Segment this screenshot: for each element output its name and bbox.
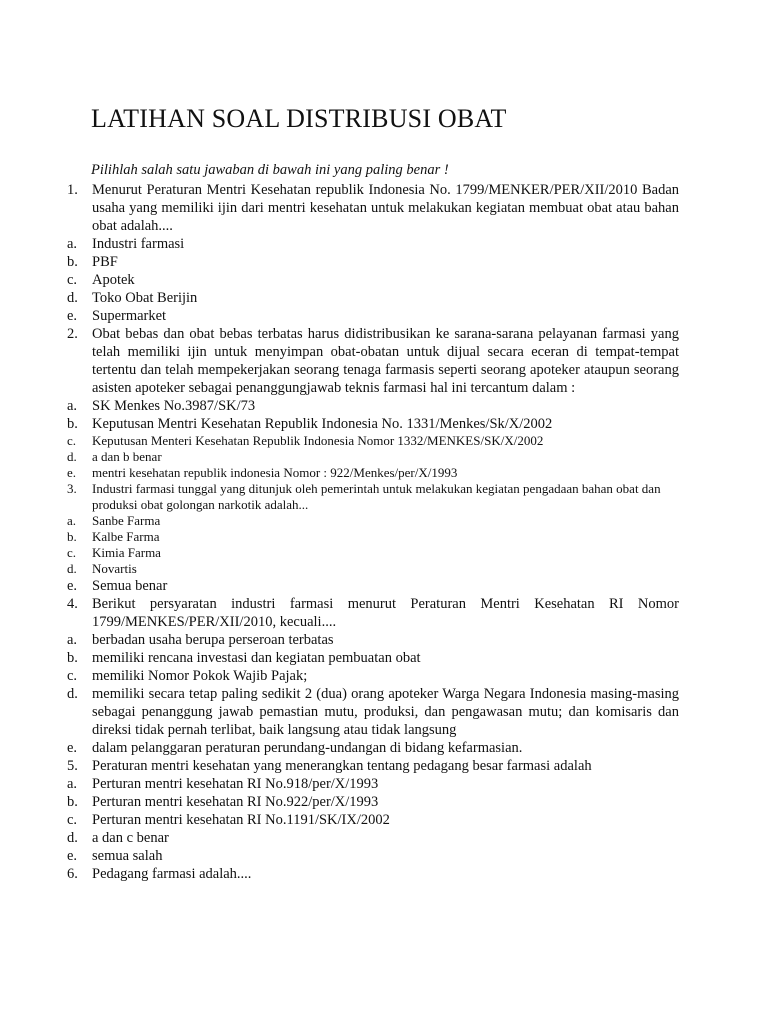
option-a (67, 513, 679, 529)
question-5 (67, 757, 679, 775)
option-marker: b. (67, 650, 78, 666)
option-e (67, 577, 679, 595)
option-c (67, 811, 679, 829)
option-e (67, 739, 679, 757)
option-b (67, 649, 679, 667)
option-text: a dan c benar (92, 830, 169, 846)
question-number: 1. (67, 182, 78, 198)
question-text: Peraturan mentri kesehatan yang menerangkan tentang pedagang besar farmasi adalah (92, 758, 592, 774)
option-marker: d. (67, 830, 78, 846)
option-b (67, 415, 679, 433)
option-text: Supermarket (92, 308, 167, 324)
question-number: 4. (67, 596, 78, 612)
question-4 (67, 595, 679, 631)
question-text: Berikut persyaratan industri farmasi menurut Peraturan Mentri Kesehatan RI Nomor 1799/MENKES/PER/XII/2010, kecuali.... (92, 596, 679, 630)
option-marker: e. (67, 740, 78, 756)
option-c (67, 667, 679, 685)
option-text: Semua benar (92, 578, 168, 594)
option-text: Perturan mentri kesehatan RI No.1191/SK/IX/2002 (92, 812, 390, 828)
question-1 (67, 181, 679, 235)
option-text: Apotek (92, 272, 135, 288)
option-marker: e. (67, 465, 77, 480)
option-marker: c. (67, 545, 77, 560)
option-marker: b. (67, 529, 77, 544)
option-marker: d. (67, 561, 77, 576)
question-number: 5. (67, 758, 78, 774)
option-marker: d. (67, 686, 78, 702)
option-marker: e. (67, 848, 78, 864)
option-text: Kimia Farma (92, 545, 161, 560)
question-text: Industri farmasi tunggal yang ditunjuk oleh pemerintah untuk melakukan kegiatan pengadaan bahan obat dan produksi obat golongan narkotik adalah... (92, 481, 661, 512)
question-list (67, 181, 679, 883)
option-b (67, 529, 679, 545)
option-text: semua salah (92, 848, 163, 864)
option-text: PBF (92, 254, 118, 270)
option-text: dalam pelanggaran peraturan perundang-undangan di bidang kefarmasian. (92, 740, 523, 756)
option-text: memiliki Nomor Pokok Wajib Pajak; (92, 668, 308, 684)
option-c (67, 271, 679, 289)
option-a (67, 631, 679, 649)
option-text: Perturan mentri kesehatan RI No.922/per/X/1993 (92, 794, 379, 810)
question-3 (67, 481, 679, 513)
option-d (67, 289, 679, 307)
option-text: Perturan mentri kesehatan RI No.918/per/X/1993 (92, 776, 379, 792)
option-marker: a. (67, 398, 78, 414)
question-2 (67, 325, 679, 397)
option-marker: c. (67, 668, 78, 684)
option-e (67, 465, 679, 481)
option-marker: e. (67, 578, 78, 594)
option-marker: a. (67, 513, 77, 528)
question-number: 6. (67, 866, 78, 882)
option-text: Sanbe Farma (92, 513, 161, 528)
option-marker: a. (67, 776, 78, 792)
option-d (67, 685, 679, 739)
option-text: SK Menkes No.3987/SK/73 (92, 398, 256, 414)
option-b (67, 253, 679, 271)
option-marker: a. (67, 236, 78, 252)
option-text: Keputusan Menteri Kesehatan Republik Indonesia Nomor 1332/MENKES/SK/X/2002 (92, 433, 544, 448)
option-text: a dan b benar (92, 449, 162, 464)
question-text: Pedagang farmasi adalah.... (92, 866, 252, 882)
option-d (67, 561, 679, 577)
option-c (67, 545, 679, 561)
option-marker: c. (67, 433, 77, 448)
option-marker: b. (67, 254, 78, 270)
option-marker: d. (67, 449, 77, 464)
option-d (67, 449, 679, 465)
option-text: Industri farmasi (92, 236, 185, 252)
option-a (67, 397, 679, 415)
option-marker: c. (67, 272, 78, 288)
option-a (67, 775, 679, 793)
option-e (67, 847, 679, 865)
question-number: 2. (67, 326, 78, 342)
document-title: LATIHAN SOAL DISTRIBUSI OBAT (91, 104, 507, 133)
question-number: 3. (67, 481, 77, 496)
question-text: Menurut Peraturan Mentri Kesehatan republik Indonesia No. 1799/MENKER/PER/XII/2010 Badan usaha yang memiliki ijin dari mentri kesehatan untuk melakukan kegiatan membuat obat atau bahan obat adalah.... (92, 182, 679, 234)
option-text: memiliki rencana investasi dan kegiatan pembuatan obat (92, 650, 421, 666)
option-e (67, 307, 679, 325)
option-marker: a. (67, 632, 78, 648)
option-a (67, 235, 679, 253)
option-marker: b. (67, 416, 78, 432)
instruction-text: Pilihlah salah satu jawaban di bawah ini yang paling benar ! (91, 162, 449, 178)
option-d (67, 829, 679, 847)
option-marker: d. (67, 290, 78, 306)
option-text: Keputusan Mentri Kesehatan Republik Indonesia No. 1331/Menkes/Sk/X/2002 (92, 416, 553, 432)
option-b (67, 793, 679, 811)
option-marker: b. (67, 794, 78, 810)
option-text: Kalbe Farma (92, 529, 160, 544)
option-text: Toko Obat Berijin (92, 290, 198, 306)
question-text: Obat bebas dan obat bebas terbatas harus didistribusikan ke sarana-sarana pelayanan farmasi yang telah memiliki ijin untuk menyimpan obat-obatan untuk dijual secara eceran di tempat-tempat tertentu dan telah mempekerjakan seorang tenaga farmasis seperti seorang apoteker ataupun seorang asisten apoteker sebagai penanggungjawab teknis farmasi hal ini tercantum dalam : (92, 326, 679, 396)
option-marker: c. (67, 812, 78, 828)
option-text: memiliki secara tetap paling sedikit 2 (dua) orang apoteker Warga Negara Indonesia masing-masing sebagai penanggung jawab pemastian mutu, produksi, dan pengawasan mutu; dan komisaris dan direksi tidak pernah terlibat, baik langsung atau tidak langsung (92, 686, 679, 738)
question-6 (67, 865, 679, 883)
option-text: Novartis (92, 561, 137, 576)
option-text: berbadan usaha berupa perseroan terbatas (92, 632, 334, 648)
option-text: mentri kesehatan republik indonesia Nomor : 922/Menkes/per/X/1993 (92, 465, 458, 480)
option-c (67, 433, 679, 449)
option-marker: e. (67, 308, 78, 324)
